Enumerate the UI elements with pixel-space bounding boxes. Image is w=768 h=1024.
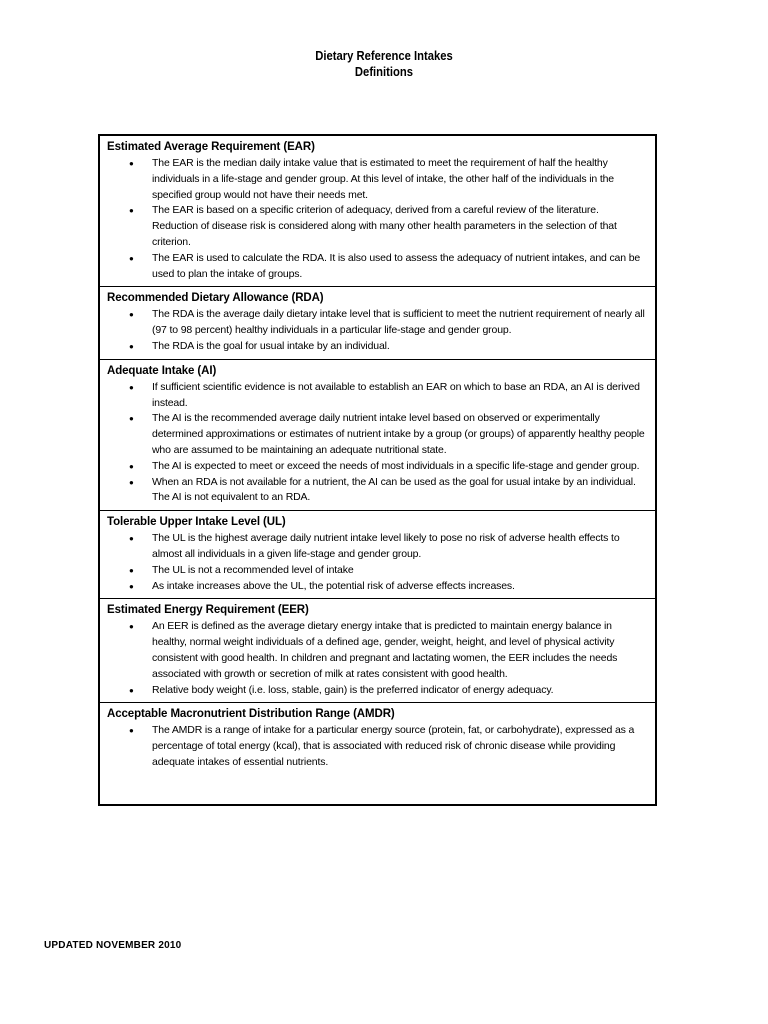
bullet-text: When an RDA is not available for a nutrient, the AI can be used as the goal for usual intake by an individual. The AI is not equivalent to an RDA. (152, 475, 636, 504)
document-title (38, 48, 729, 80)
list-item (107, 619, 647, 682)
bullet-icon: ● (129, 461, 134, 471)
list-item (107, 251, 647, 283)
section-heading: Estimated Average Requirement (EAR) (107, 141, 315, 153)
bullet-text: The UL is not a recommended level of intake (152, 563, 354, 576)
bullet-list (107, 307, 647, 354)
section-heading: Acceptable Macronutrient Distribution Range (AMDR) (107, 708, 395, 721)
bullet-text: The EAR is used to calculate the RDA. It is also used to assess the adequacy of nutrient intakes, and can be used to plan the intake of groups. (152, 251, 641, 280)
list-item (107, 563, 647, 579)
bullet-text: The RDA is the average daily dietary intake level that is sufficient to meet the nutrient requirement of nearly all (97 to 98 percent) healthy individuals in a particular life-stage and gender group. (152, 308, 645, 337)
list-item (107, 411, 647, 458)
bullet-text: The EAR is the median daily intake value that is estimated to meet the requirement of half the healthy individuals in a life-stage and gender group. At this level of intake, the other half of the individuals in the specified group would not have their needs met. (152, 157, 614, 201)
definitions-table (98, 134, 657, 806)
bullet-icon: ● (129, 159, 134, 168)
bullet-icon: ● (129, 477, 134, 487)
list-item (107, 156, 647, 203)
section-heading: Estimated Energy Requirement (EER) (107, 604, 309, 617)
bullet-list (107, 619, 647, 698)
document-title-line-1: Dietary Reference Intakes (315, 49, 453, 63)
bullet-icon: ● (129, 565, 134, 575)
section-ai (100, 360, 655, 511)
bullet-text: The UL is the highest average daily nutrient intake level likely to pose no risk of adverse health effects to almost all individuals in a given life-stage and gender group. (152, 532, 620, 560)
bullet-text: The AI is expected to meet or exceed the needs of most individuals in a specific life-stage and gender group. (152, 459, 640, 472)
bullet-icon: ● (129, 685, 134, 695)
bullet-icon: ● (129, 206, 134, 216)
list-item (107, 203, 647, 250)
bullet-list (107, 531, 647, 594)
list-item (107, 579, 647, 595)
bullet-text: Relative body weight (i.e. loss, stable, gain) is the preferred indicator of energy adequacy. (152, 683, 554, 696)
document-title-line-2: Definitions (354, 65, 414, 79)
list-item (107, 723, 647, 770)
bullet-text: If sufficient scientific evidence is not available to establish an EAR on which to base an RDA, an AI is derived instead. (152, 380, 640, 409)
bullet-text: As intake increases above the UL, the potential risk of adverse effects increases. (152, 579, 515, 592)
section-heading: Adequate Intake (AI) (107, 364, 217, 377)
bullet-icon: ● (129, 310, 134, 320)
bullet-icon: ● (129, 414, 134, 424)
bullet-list (107, 723, 647, 770)
section-amdr (100, 703, 655, 804)
footer-updated-date: UPDATED NOVEMBER 2010 (44, 940, 182, 951)
bullet-icon: ● (129, 382, 134, 392)
list-item (107, 475, 647, 507)
bullet-icon: ● (129, 726, 134, 736)
section-eer (100, 599, 655, 703)
bullet-icon: ● (129, 534, 134, 544)
bullet-text: The AI is the recommended average daily nutrient intake level based on observed or experimentally determined approximations or estimates of nutrient intake by a group (or groups) of apparently healthy people who are assumed to be maintaining an adequate nutritional state. (152, 412, 645, 456)
list-item (107, 380, 647, 412)
section-ul (100, 511, 655, 599)
section-rda (100, 287, 655, 359)
bullet-icon: ● (129, 581, 134, 591)
bullet-list (107, 380, 647, 506)
bullet-text: The AMDR is a range of intake for a particular energy source (protein, fat, or carbohydrate), expressed as a percentage of total energy (kcal), that is associated with reduced risk of chronic disease while providing adequate intakes of essential nutrients. (152, 724, 635, 768)
section-ear (100, 136, 655, 287)
bullet-list (107, 156, 647, 282)
list-item (107, 307, 647, 339)
bullet-icon: ● (129, 622, 134, 632)
section-heading: Tolerable Upper Intake Level (UL) (107, 516, 286, 529)
bullet-text: The RDA is the goal for usual intake by an individual. (152, 339, 390, 352)
bullet-text: An EER is defined as the average dietary energy intake that is predicted to maintain energy balance in healthy, normal weight individuals of a defined age, gender, weight, height, and level of physical activity consistent with good health. In children and pregnant and lactating women, the EER includes the needs associated with growth or secretion of milk at rates consistent with good health. (152, 620, 618, 680)
bullet-icon: ● (129, 253, 134, 263)
list-item (107, 683, 647, 699)
section-heading: Recommended Dietary Allowance (RDA) (107, 292, 324, 305)
list-item (107, 459, 647, 475)
list-item (107, 531, 647, 563)
bullet-text: The EAR is based on a specific criterion of adequacy, derived from a careful review of the literature. Reduction of disease risk is considered along with many other health parameters in the selection of that criterion. (152, 204, 617, 248)
bullet-icon: ● (129, 341, 134, 351)
list-item (107, 339, 647, 355)
